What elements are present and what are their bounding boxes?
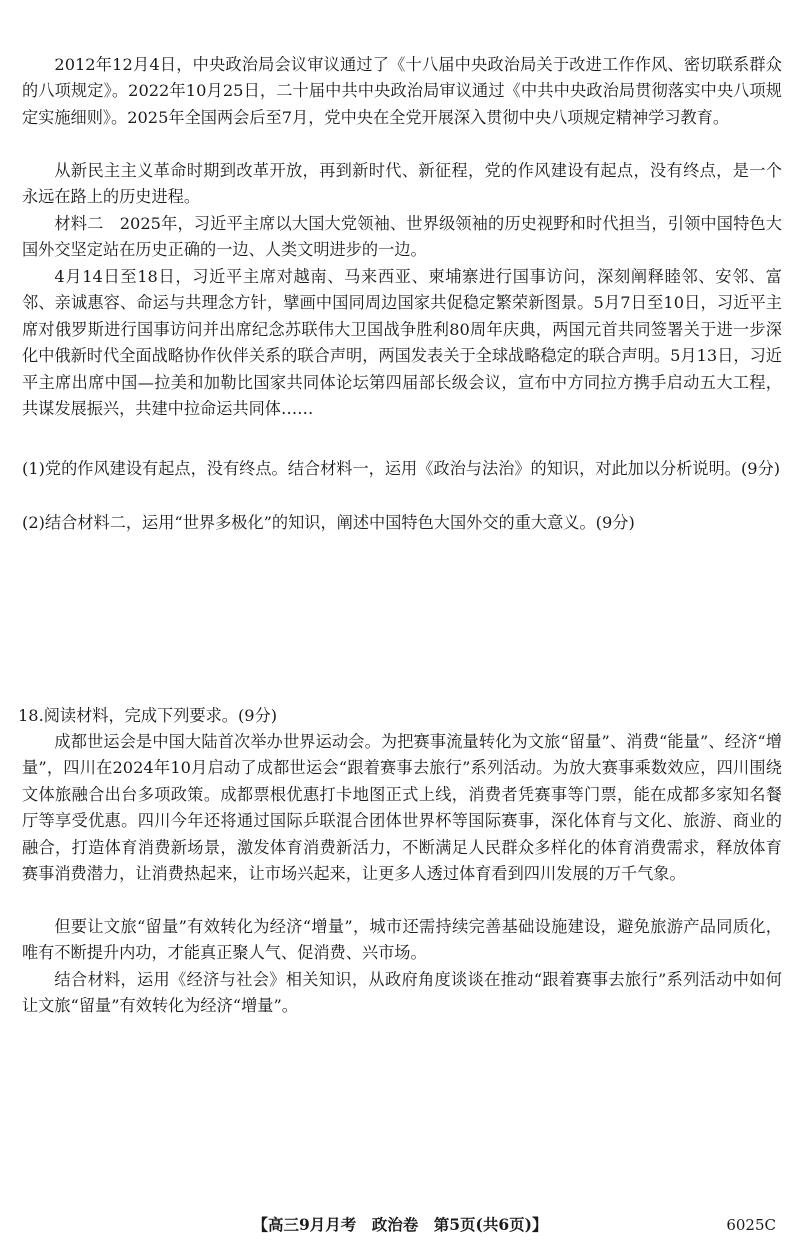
question-17-part-1: (1)党的作风建设有起点，没有终点。结合材料一，运用《政治与法治》的知识，对此加以分析说明。(9分) bbox=[22, 459, 781, 478]
page-footer bbox=[0, 1212, 800, 1238]
material-two-intro: 材料二 2025年，习近平主席以大国大党领袖、世界级领袖的历史视野和时代担当，引领中国特色大国外交坚定站在历史正确的一边、人类文明进步的一边。 bbox=[22, 214, 782, 260]
question-18-material-paragraph-2: 但要让文旅“留量”有效转化为经济“增量”，城市还需持续完善基础设施建设，避免旅游产品同质化，唯有不断提升内功，才能真正聚人气、促消费、兴市场。 bbox=[22, 917, 782, 963]
material-one-paragraph-1: 2012年12月4日，中央政治局会议审议通过了《十八届中央政治局关于改进工作作风、密切联系群众的八项规定》。2022年10月25日，二十届中共中央政治局审议通过《中共中央政治局贯彻落实中央八项规定实施细则》。2025年全国两会后至7月，党中央在全党开展深入贯彻中央八项规定精神学习教育。 bbox=[22, 55, 782, 127]
footer-page-label: 【高三9月月考 政治卷 第5页(共6页)】 bbox=[252, 1215, 548, 1234]
material-one-paragraph-2: 从新民主主义革命时期到改革开放，再到新时代、新征程，党的作风建设有起点，没有终点，是一个永远在路上的历史进程。 bbox=[22, 161, 782, 207]
question-18-material-paragraph-1: 成都世运会是中国大陆首次举办世界运动会。为把赛事流量转化为文旅“留量”、消费“能量”、经济“增量”，四川在2024年10月启动了成都世运会“跟着赛事去旅行”系列活动。为放大赛事乘数效应，四川围绕文体旅融合出台多项政策。成都票根优惠打卡地图正式上线，消费者凭赛事等门票，能在成都多家知名餐厅等享受优惠。四川今年还将通过国际乒联混合团体世界杯等国际赛事，深化体育与文化、旅游、商业的融合，打造体育消费新场景，激发体育消费新活力，不断满足人民群众多样化的体育消费需求，释放体育赛事消费潜力，让消费热起来，让市场兴起来，让更多人透过体育看到四川发展的万千气象。 bbox=[22, 732, 782, 884]
question-17-part-2: (2)结合材料二，运用“世界多极化”的知识，阐述中国特色大国外交的重大意义。(9分) bbox=[22, 513, 635, 532]
material-two-paragraph: 4月14日至18日，习近平主席对越南、马来西亚、柬埔寨进行国事访问，深刻阐释睦邻、安邻、富邻、亲诚惠容、命运与共理念方针，擘画中国同周边国家共促稳定繁荣新图景。5月7日至10日，习近平主席对俄罗斯进行国事访问并出席纪念苏联伟大卫国战争胜利80周年庆典，两国元首共同签署关于进一步深化中俄新时代全面战略协作伙伴关系的联合声明，两国发表关于全球战略稳定的联合声明。5月13日，习近平主席出席中国—拉美和加勒比国家共同体论坛第四届部长级会议，宣布中方同拉方携手启动五大工程，共谋发展振兴，共建中拉命运共同体…… bbox=[22, 267, 782, 419]
question-18-heading: 18.阅读材料，完成下列要求。(9分) bbox=[18, 706, 278, 725]
footer-paper-code: 6025C bbox=[726, 1216, 776, 1234]
question-18-prompt: 结合材料，运用《经济与社会》相关知识，从政府角度谈谈在推动“跟着赛事去旅行”系列活动中如何让文旅“留量”有效转化为经济“增量”。 bbox=[22, 970, 782, 1016]
